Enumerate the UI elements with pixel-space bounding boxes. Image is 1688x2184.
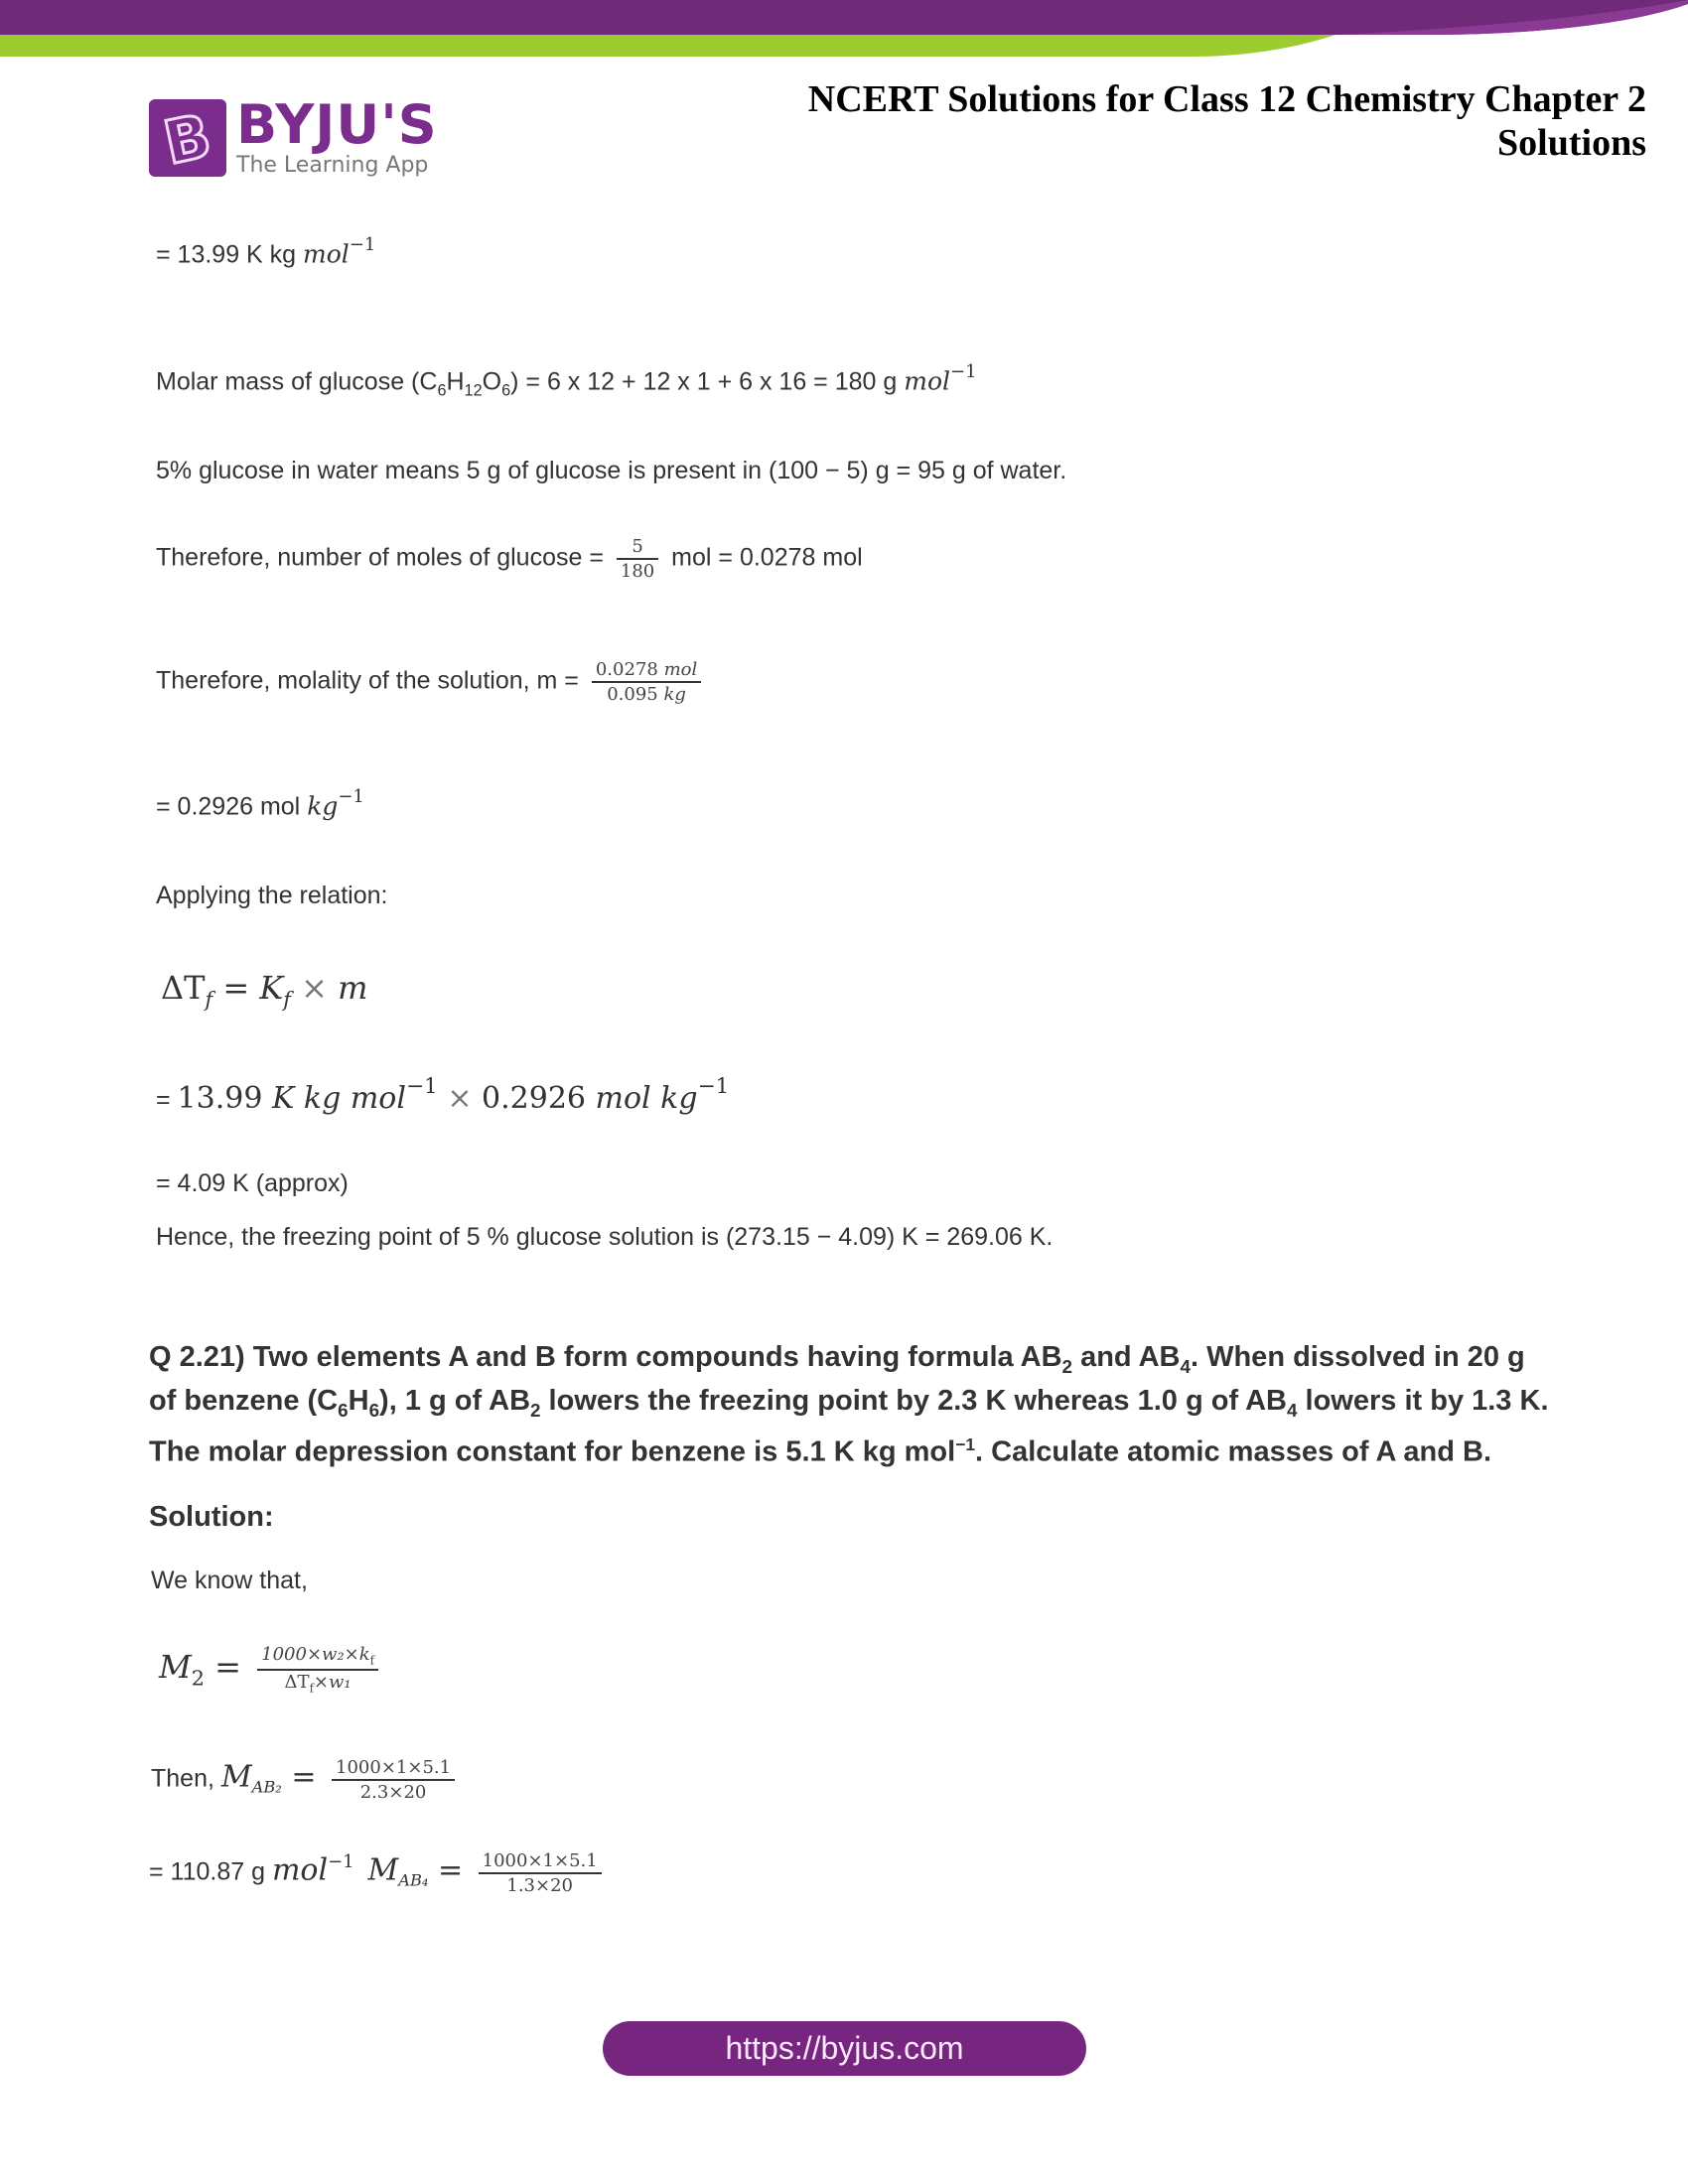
exponent: −1 [338, 786, 364, 807]
math: M [367, 1852, 399, 1888]
subscript: f [283, 987, 291, 1012]
text: ) = 6 x 12 + 12 x 1 + 6 x 16 = 180 g [510, 367, 905, 396]
math: = [428, 1852, 473, 1888]
subscript: 2 [530, 1399, 541, 1421]
math: M [220, 1759, 252, 1795]
fraction [617, 536, 658, 582]
title-line-2: Solutions [1497, 122, 1646, 164]
unit: kg [663, 684, 686, 705]
math-unit: mol [271, 1852, 329, 1888]
subscript: 4 [1180, 1355, 1191, 1377]
text: H [348, 1384, 369, 1417]
text: Then, [151, 1764, 221, 1793]
unit: mol [663, 659, 698, 680]
math: 13.99 [177, 1081, 272, 1117]
moles-line [156, 536, 863, 582]
math: ΔT [284, 1671, 310, 1693]
numerator [257, 1644, 378, 1671]
text: mol = 0.0278 mol [664, 543, 863, 572]
numerator: 1000×1×5.1 [332, 1757, 455, 1781]
text: = [156, 1086, 178, 1115]
freezing-point-conclusion: Hence, the freezing point of 5 % glucose solution is (273.15 − 4.09) K = 269.06 K. [156, 1223, 1054, 1251]
math-unit: kg [307, 791, 339, 821]
header-banner [0, 0, 1688, 69]
math: M [159, 1648, 192, 1687]
subscript: f [309, 1681, 314, 1696]
denominator [592, 683, 701, 705]
value: 0.0278 [595, 659, 664, 680]
math: = [212, 969, 260, 1007]
math-unit: K kg mol [271, 1081, 406, 1117]
solution-label: Solution: [149, 1501, 274, 1533]
glucose-water-line: 5% glucose in water means 5 g of glucose is present in (100 − 5) g = 95 g of water. [156, 457, 1067, 484]
subscript: 2 [191, 1666, 205, 1691]
text: . Calculate atomic masses of A and B. [975, 1435, 1492, 1468]
relation-equation [161, 969, 367, 1011]
calculation-line [156, 1074, 729, 1116]
subscript: 2 [1061, 1355, 1073, 1377]
math: = [205, 1648, 252, 1687]
brand-tagline: The Learning App [236, 153, 429, 178]
denominator: 1.3×20 [506, 1875, 573, 1896]
text: . When dissolved in 20 g of benzene (C [149, 1341, 1525, 1417]
brand-name: BYJU'S [236, 93, 438, 156]
math: × [437, 1081, 483, 1117]
text: lowers it by 1.3 K. The molar depression constant for benzene is 5.1 K kg mol [149, 1384, 1549, 1468]
math: m [338, 969, 368, 1007]
byjus-logo[interactable] [149, 93, 438, 181]
text: Q 2.21) Two elements A and B form compounds having formula AB [149, 1341, 1062, 1373]
kf-result [156, 234, 375, 270]
numerator: 5 [617, 536, 658, 560]
subscript: AB₄ [398, 1870, 429, 1890]
text: Molar mass of glucose (C [156, 367, 438, 396]
exponent: −1 [950, 361, 977, 382]
text: = 13.99 K kg [156, 240, 304, 269]
subscript: f [205, 987, 213, 1012]
subscript: f [369, 1653, 374, 1668]
subscript: 6 [437, 381, 447, 400]
text: Therefore, molality of the solution, m = [156, 666, 586, 695]
approx-result: = 4.09 K (approx) [156, 1169, 349, 1197]
document-title [808, 77, 1646, 165]
math: × [290, 969, 339, 1007]
fraction [332, 1757, 455, 1803]
numerator [592, 659, 701, 683]
then-mab2 [151, 1757, 461, 1803]
text: = 110.87 g [149, 1857, 272, 1886]
fraction [479, 1850, 602, 1896]
text: lowers the freezing point by 2.3 K whereas 1.0 g of AB [540, 1384, 1287, 1417]
numerator: 1000×1×5.1 [479, 1850, 602, 1874]
subscript: 6 [338, 1399, 349, 1421]
text: H [446, 367, 465, 396]
subscript: AB₂ [251, 1777, 282, 1797]
math-unit: mol kg [595, 1081, 698, 1117]
math: ΔT [161, 969, 206, 1007]
math-unit: mol [303, 239, 350, 269]
applying-relation: Applying the relation: [156, 882, 388, 909]
math: K [259, 969, 284, 1007]
math-unit: mol [904, 366, 950, 396]
math: ×w₁ [313, 1671, 352, 1693]
exponent: −1 [349, 234, 376, 255]
molar-mass-formula [159, 1644, 384, 1695]
denominator: 2.3×20 [359, 1782, 427, 1803]
math: = [281, 1759, 327, 1795]
molar-mass-line [156, 361, 977, 401]
title-line-1: NCERT Solutions for Class 12 Chemistry Chapter 2 [807, 78, 1646, 120]
denominator: 180 [620, 561, 655, 582]
fraction [257, 1644, 378, 1695]
exponent: −1 [405, 1074, 438, 1099]
exponent: −1 [328, 1851, 354, 1873]
exponent: −1 [697, 1074, 730, 1099]
byjus-website-link[interactable]: https://byjus.com [603, 2021, 1086, 2076]
text: Therefore, number of moles of glucose = [156, 543, 611, 572]
math: 0.2926 [482, 1081, 596, 1117]
subscript: 12 [464, 381, 483, 400]
value: 0.095 [607, 684, 664, 705]
fraction [592, 659, 701, 705]
superscript: −1 [955, 1433, 976, 1454]
molality-line [156, 659, 707, 705]
text: = 0.2926 mol [156, 792, 308, 821]
byjus-b-icon: B [149, 99, 226, 177]
molality-result [156, 786, 364, 822]
question-2-21 [149, 1340, 1559, 1469]
math: 1000×w₂×k [261, 1644, 370, 1665]
text: ), 1 g of AB [379, 1384, 531, 1417]
mab2-result-and-mab4 [149, 1850, 608, 1896]
denominator [257, 1671, 378, 1696]
subscript: 6 [501, 381, 511, 400]
subscript: 6 [368, 1399, 380, 1421]
text: O [482, 367, 502, 396]
text: and AB [1072, 1341, 1181, 1373]
we-know-that: We know that, [151, 1567, 308, 1594]
subscript: 4 [1286, 1399, 1298, 1421]
